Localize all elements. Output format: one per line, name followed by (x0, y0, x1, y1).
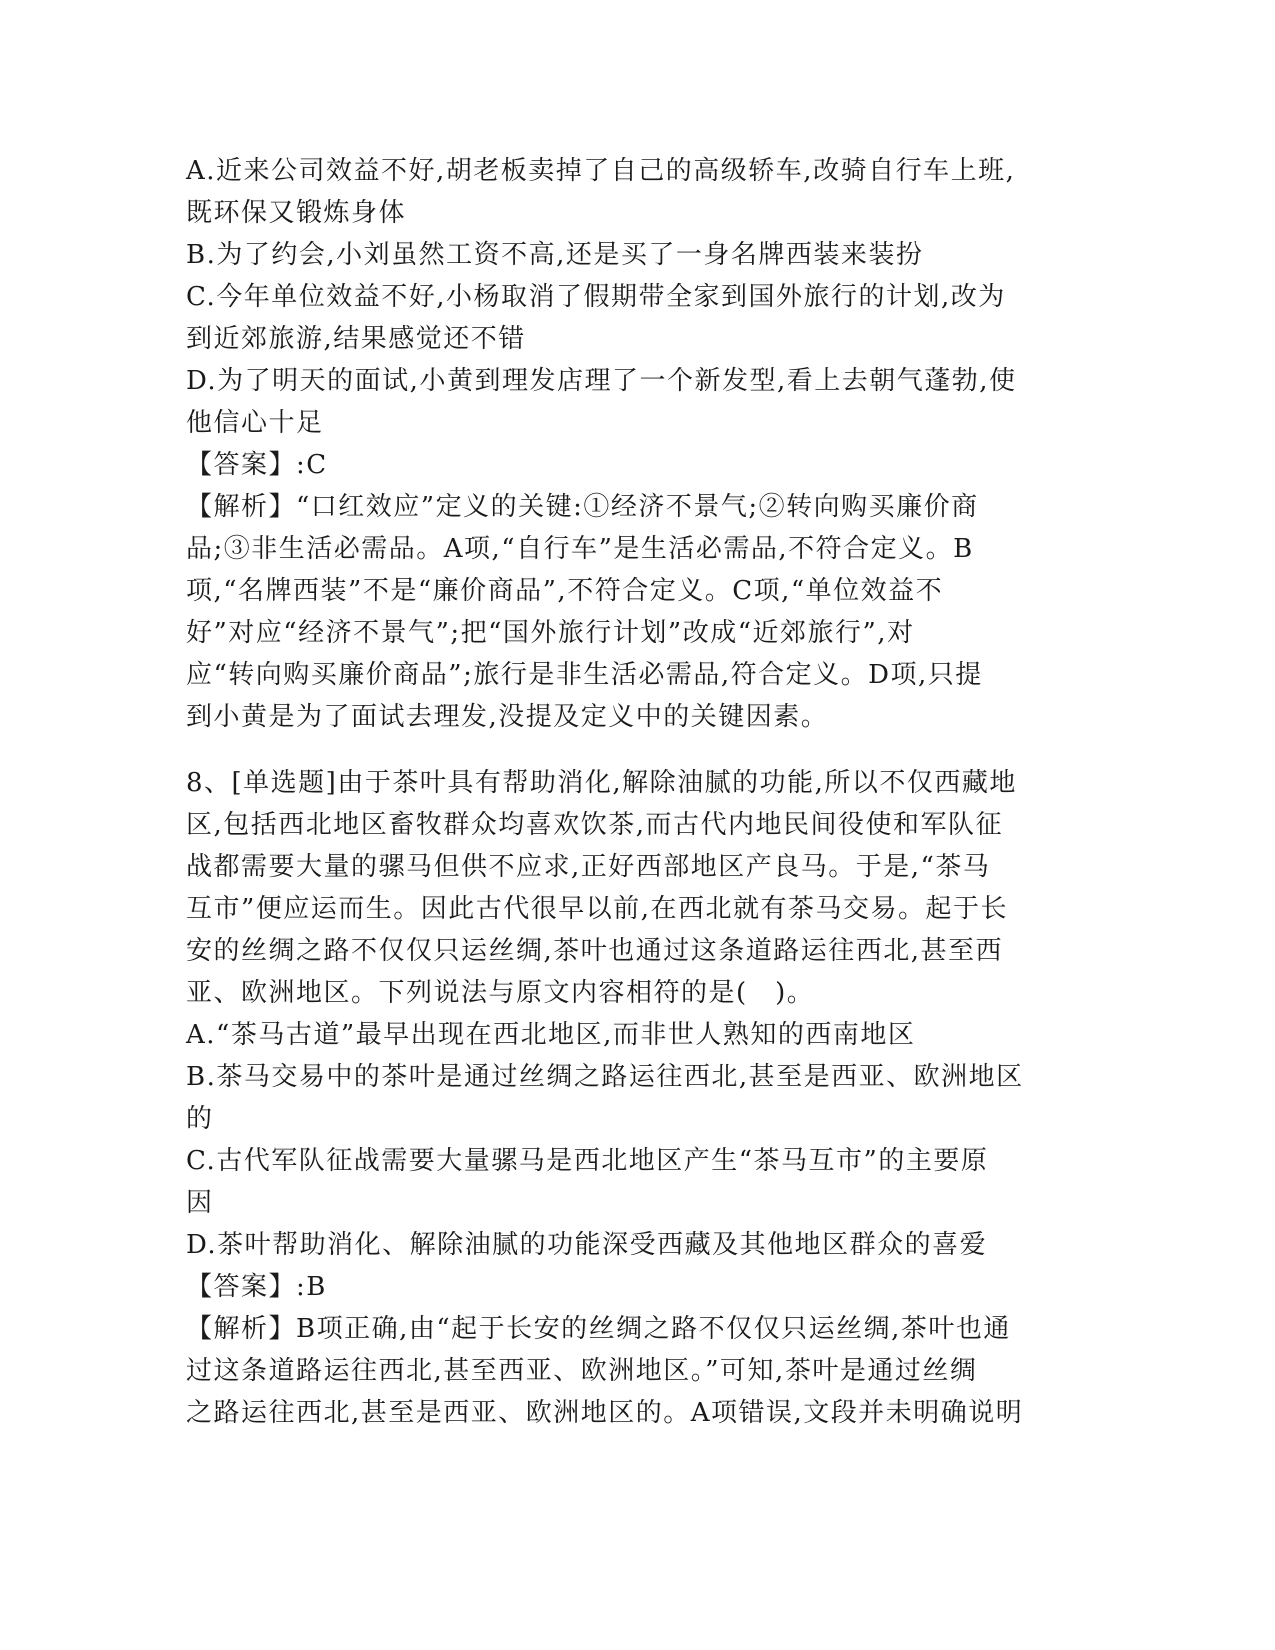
q8-option-b-line-2: 的 (186, 1104, 214, 1134)
question-8-line-6: 亚、欧洲地区。下列说法与原文内容相符的是( )。 (186, 978, 815, 1008)
q8-answer-line: 【答案】:B (186, 1272, 327, 1302)
analysis-line-4: 好”对应“经济不景气”;把“国外旅行计划”改成“近郊旅行”,对 (186, 618, 915, 648)
option-a-line-1: A.近来公司效益不好,胡老板卖掉了自己的高级轿车,改骑自行车上班, (186, 156, 1016, 186)
section-gap (186, 738, 1071, 762)
q8-analysis-line-2: 过这条道路运往西北,甚至西亚、欧洲地区。”可知,茶叶是通过丝绸 (186, 1356, 978, 1386)
option-d-line-2: 他信心十足 (186, 408, 324, 438)
question-8-line-2: 区,包括西北地区畜牧群众均喜欢饮茶,而古代内地民间役使和军队征 (186, 810, 1004, 840)
question-8-line-1: 8、[单选题]由于茶叶具有帮助消化,解除油腻的功能,所以不仅西藏地 (186, 768, 1017, 798)
q8-option-b-line-1: B.茶马交易中的茶叶是通过丝绸之路运往西北,甚至是西亚、欧洲地区 (186, 1062, 1024, 1092)
q8-option-c-line-1: C.古代军队征战需要大量骡马是西北地区产生“茶马互市”的主要原 (186, 1146, 989, 1176)
q8-analysis-line-3: 之路运往西北,甚至是西亚、欧洲地区的。A项错误,文段并未明确说明 (186, 1398, 1024, 1428)
analysis-line-2: 品;③非生活必需品。A项,“自行车”是生活必需品,不符合定义。B (186, 534, 974, 564)
answer-line: 【答案】:C (186, 450, 328, 480)
analysis-line-5: 应“转向购买廉价商品”;旅行是非生活必需品,符合定义。D项,只提 (186, 660, 983, 690)
analysis-line-3: 项,“名牌西装”不是“廉价商品”,不符合定义。C项,“单位效益不 (186, 576, 944, 606)
analysis-line-1: 【解析】“口红效应”定义的关键:①经济不景气;②转向购买廉价商 (186, 492, 979, 522)
option-b-line: B.为了约会,小刘虽然工资不高,还是买了一身名牌西装来装扮 (186, 240, 924, 270)
option-d-line-1: D.为了明天的面试,小黄到理发店理了一个新发型,看上去朝气蓬勃,使 (186, 366, 1017, 396)
option-c-line-2: 到近郊旅游,结果感觉还不错 (186, 324, 526, 354)
option-a-line-2: 既环保又锻炼身体 (186, 198, 407, 228)
q8-option-d: D.茶叶帮助消化、解除油腻的功能深受西藏及其他地区群众的喜爱 (186, 1230, 988, 1260)
question-8-line-4: 互市”便应运而生。因此古代很早以前,在西北就有茶马交易。起于长 (186, 894, 1009, 924)
q8-option-a: A.“茶马古道”最早出现在西北地区,而非世人熟知的西南地区 (186, 1020, 916, 1050)
question-8-line-5: 安的丝绸之路不仅仅只运丝绸,茶叶也通过这条道路运往西北,甚至西 (186, 936, 1004, 966)
option-c-line-1: C.今年单位效益不好,小杨取消了假期带全家到国外旅行的计划,改为 (186, 282, 1006, 312)
analysis-line-6: 到小黄是为了面试去理发,没提及定义中的关键因素。 (186, 702, 829, 732)
question-8-line-3: 战都需要大量的骡马但供不应求,正好西部地区产良马。于是,“茶马 (186, 852, 991, 882)
q8-option-c-line-2: 因 (186, 1188, 214, 1218)
q8-analysis-line-1: 【解析】B项正确,由“起于长安的丝绸之路不仅仅只运丝绸,茶叶也通 (186, 1314, 1011, 1344)
document-body (186, 150, 1071, 1434)
